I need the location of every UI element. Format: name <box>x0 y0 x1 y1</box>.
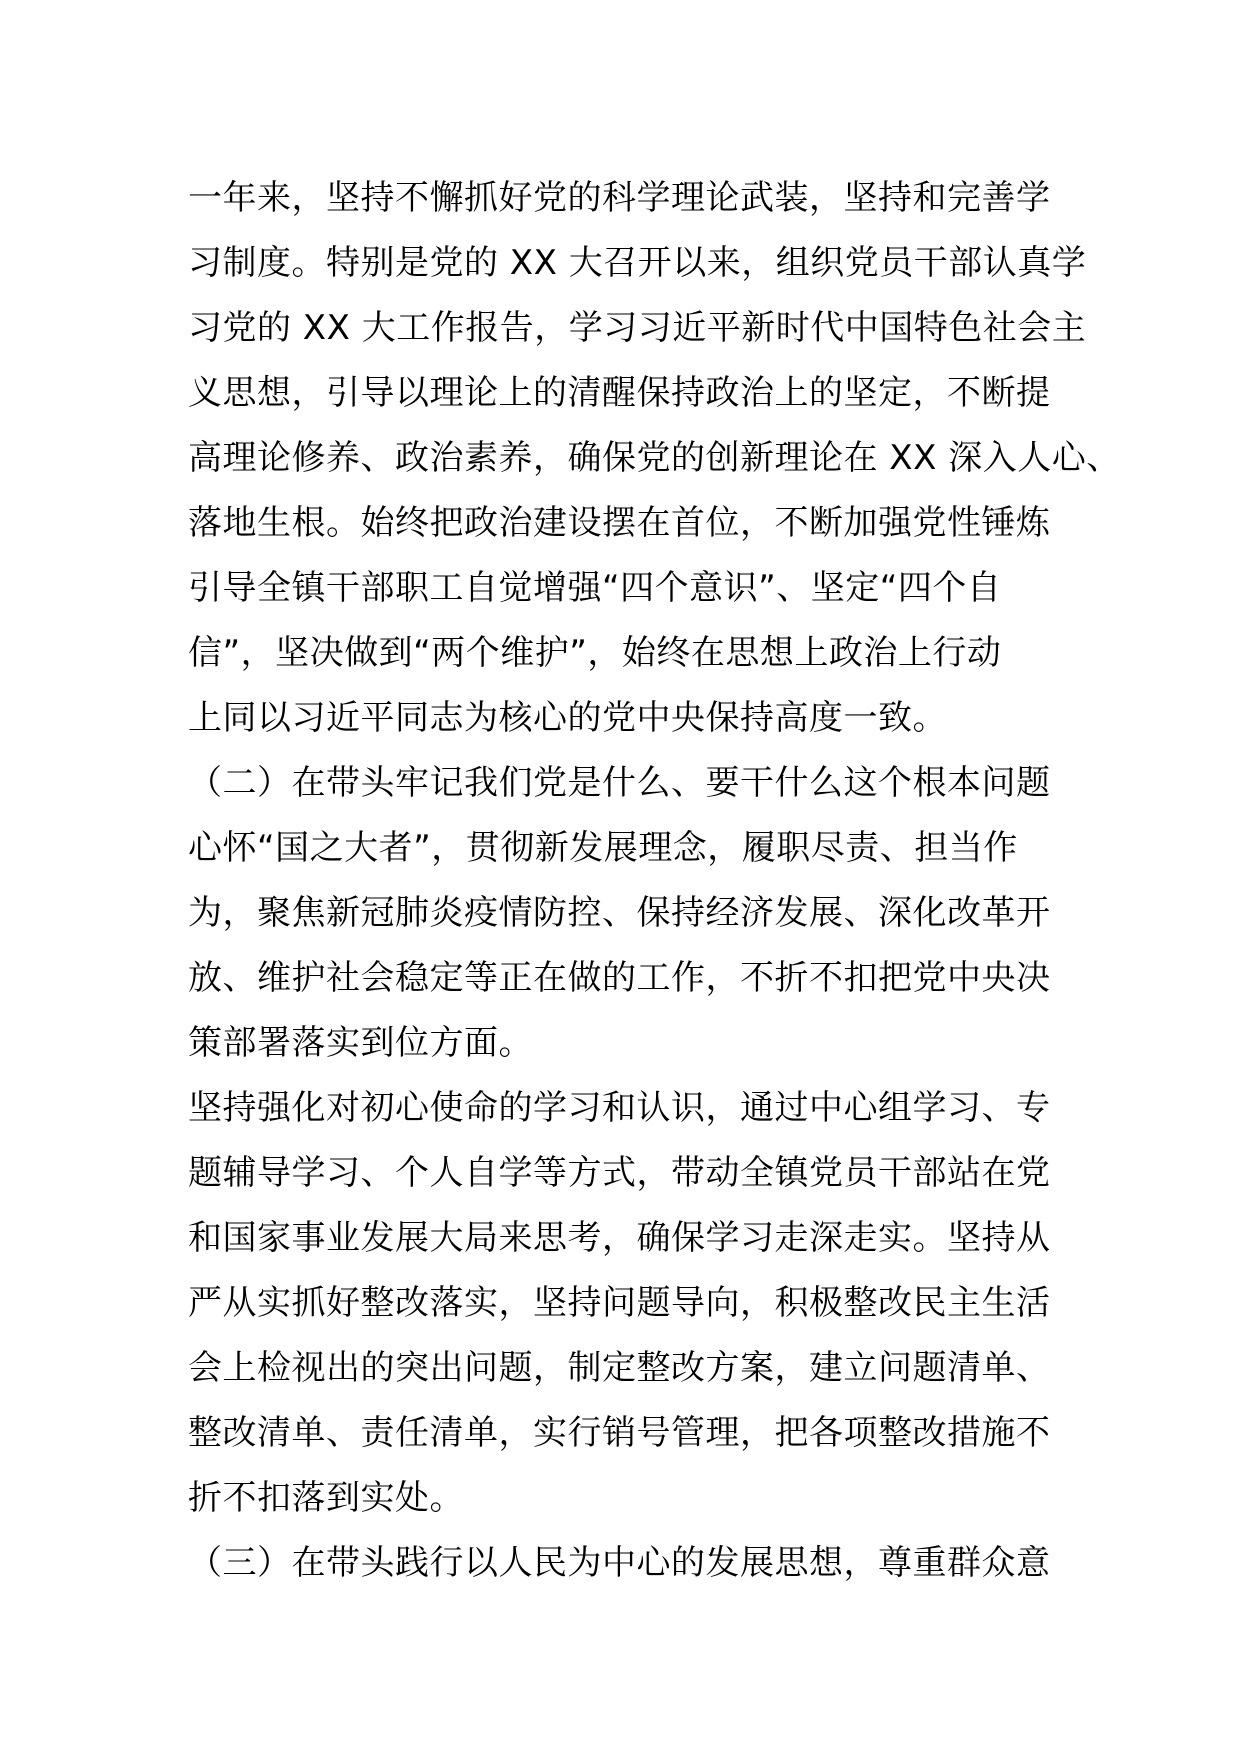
text-line: 习党的 XX 大工作报告，学习习近平新时代中国特色社会主 <box>188 308 1087 348</box>
section-heading-line: （三）在带头践行以人民为中心的发展思想，尊重群众意 <box>188 1543 1051 1583</box>
text-line: 题辅导学习、个人自学等方式，带动全镇党员干部站在党 <box>188 1153 1051 1193</box>
text-line: 整改清单、责任清单，实行销号管理，把各项整改措施不 <box>188 1413 1051 1453</box>
text-line: 习制度。特别是党的 XX 大召开以来，组织党员干部认真学 <box>188 243 1087 283</box>
text-line: 和国家事业发展大局来思考，确保学习走深走实。坚持从 <box>188 1218 1051 1258</box>
text-line: 引导全镇干部职工自觉增强“四个意识”、坚定“四个自 <box>188 568 1002 608</box>
text-line: 策部署落实到位方面。 <box>188 1023 533 1063</box>
document-body <box>188 166 1121 1596</box>
text-line: 高理论修养、政治素养，确保党的创新理论在 XX 深入人心、 <box>188 438 1121 478</box>
text-line: 为，聚焦新冠肺炎疫情防控、保持经济发展、深化改革开 <box>188 893 1051 933</box>
text-line: 会上检视出的突出问题，制定整改方案，建立问题清单、 <box>188 1348 1051 1388</box>
text-line: 放、维护社会稳定等正在做的工作，不折不扣把党中央决 <box>188 958 1051 998</box>
text-line: 落地生根。始终把政治建设摆在首位，不断加强党性锤炼 <box>188 503 1051 543</box>
text-line: 上同以习近平同志为核心的党中央保持高度一致。 <box>188 698 947 738</box>
text-line: 坚持强化对初心使命的学习和认识，通过中心组学习、专 <box>188 1088 1051 1128</box>
text-line: 一年来，坚持不懈抓好党的科学理论武装，坚持和完善学 <box>188 178 1051 218</box>
text-line: 严从实抓好整改落实，坚持问题导向，积极整改民主生活 <box>188 1283 1051 1323</box>
text-line: 折不扣落到实处。 <box>188 1478 464 1518</box>
text-line: 心怀“国之大者”，贯彻新发展理念，履职尽责、担当作 <box>188 828 1018 868</box>
text-line: 义思想，引导以理论上的清醒保持政治上的坚定，不断提 <box>188 373 1051 413</box>
section-heading-line: （二）在带头牢记我们党是什么、要干什么这个根本问题 <box>188 763 1051 803</box>
text-line: 信”，坚决做到“两个维护”，始终在思想上政治上行动 <box>188 633 1002 673</box>
